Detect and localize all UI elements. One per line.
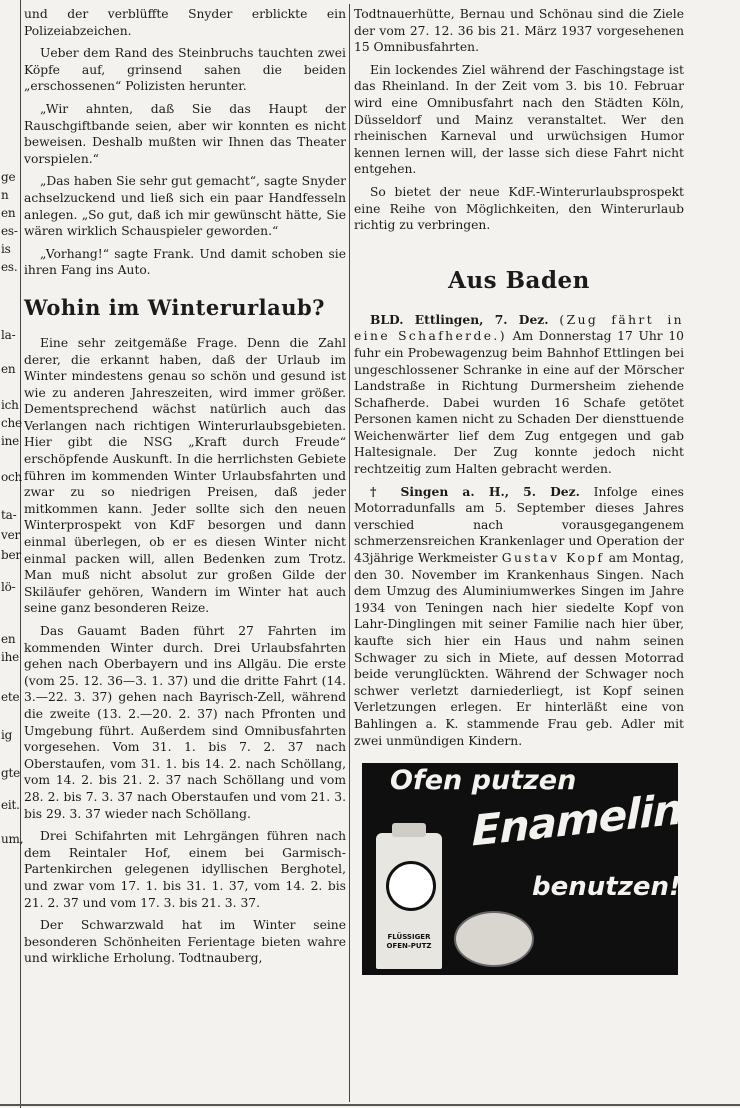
article-paragraph: So bietet der neue KdF.-Winterurlaubsprospekt eine Reihe von Möglichkeiten, den Winterurlaub richtig zu verbringen. <box>354 184 684 233</box>
article-paragraph: Todtnauerhütte, Bernau und Schönau sind die Ziele der vom 27. 12. 36 bis 21. März 1937 vorgesehenen 15 Omnibusfahrten. <box>354 7 684 55</box>
edge-fragment: la- <box>1 328 16 342</box>
article-paragraph: Eine sehr zeitgemäße Frage. Denn die Zahl derer, die erkannt haben, daß der Urlaub im Winter mindestens genau so schön und gesund ist wie zu anderen Jahreszeiten, wird immer größer. Dementsprechend wächst natürlich auch das Verlangen nach richtigen Winterurlaubsgebieten. Hier gibt die NSG „Kraft durch Freude“ erschöpfende Auskunft. In die herrlichsten Gebiete führen im kommenden Winter Urlaubsfahrten und zwar zu so niedrigen Preisen, daß jeder mitkommen kann. Jeder sollte sich den neuen Winterprospekt von KdF besorgen und dann einmal überlegen, ob er es diesen Winter nicht einmal packen will, allen Bedenken zum Trotz. Man muß nicht absolut zur großen Gilde der Skiläufer gehören, Wandern im Winter hat auch seine ganz besonderen Reize. <box>24 335 346 616</box>
edge-fragment: es- <box>1 224 18 238</box>
can-label: FLÜSSIGER OFEN-PUTZ <box>386 933 432 951</box>
edge-fragment: och <box>1 470 23 484</box>
edge-fragment: en <box>1 206 16 220</box>
ad-slogan-bottom: benutzen! <box>532 872 681 903</box>
edge-fragment: gte <box>1 766 21 780</box>
polish-tin-illustration <box>454 911 534 967</box>
edge-fragment: ine <box>1 434 20 448</box>
edge-fragment: n <box>1 188 9 202</box>
news-text: Infolge eines Motorradunfalls am 5. September dieses Jahres verschied nach vorausgegangenem schmerzensreichen Krankenlager und Operation der 43jährige Werkmeister <box>354 484 684 566</box>
edge-fragment: che <box>1 416 22 430</box>
headline-aus-baden: Aus Baden <box>448 266 590 294</box>
left-edge-fragments <box>0 0 24 1108</box>
advertisement-enameline <box>362 763 710 975</box>
edge-fragment: en <box>1 362 16 376</box>
news-text: Am Donnerstag 17 Uhr 10 fuhr ein Probewagenzug beim Bahnhof Ettlingen bei ungeschlossener Schranke in eine auf der Mörscher Landstraße in Richtung Durmersheim ziehende Schafherde. Dabei wurden 16 Schafe getötet Personen kamen nicht zu Schaden Der diensttuende Weichenwärter lief dem Zug entgegen und gab Haltesignale. Der Zug konnte jedoch nicht rechtzeitig zum Halten gebracht werden. <box>354 329 684 477</box>
bottom-rule <box>0 1104 740 1106</box>
news-item-singen <box>354 484 684 750</box>
edge-fragment: ver <box>1 528 21 542</box>
dateline: BLD. Ettlingen, 7. Dez. <box>370 311 549 327</box>
news-item-ettlingen <box>354 312 684 478</box>
subheading: (Zug fährt in eine Schafherde.) <box>354 312 684 344</box>
headline-winterurlaub: Wohin im Winterurlaub? <box>24 294 325 320</box>
edge-fragment: um, <box>1 832 24 846</box>
column-divider <box>349 4 350 1102</box>
can-cap <box>392 823 426 837</box>
article-paragraph: Drei Schifahrten mit Lehrgängen führen nach dem Reintaler Hof, einem bei Garmisch-Partenkirchen gelegenen idyllischen Berghotel, und zwar vom 17. 1. bis 31. 1. 37, vom 14. 2. bis 21. 2. 37 und vom 17. 3. bis 21. 3. 37. <box>24 829 346 910</box>
ad-slogan-top: Ofen putzen <box>390 765 577 797</box>
dateline: † Singen a. H., 5. Dez. <box>370 483 580 499</box>
edge-fragment: ich <box>1 398 19 412</box>
story-paragraph: „Wir ahnten, daß Sie das Haupt der Rauschgiftbande seien, aber wir konnten es nicht beweisen. Deshalb mußten wir Ihnen das Theater vorspielen.“ <box>24 101 346 166</box>
story-paragraph: Ueber dem Rand des Steinbruchs tauchten zwei Köpfe auf, grinsend sahen die beiden „erschossenen“ Polizisten herunter. <box>24 46 346 94</box>
article-paragraph: Ein lockendes Ziel während der Faschingstage ist das Rheinland. In der Zeit vom 3. bis 10. Februar wird eine Omnibusfahrt nach den Städten Köln, Düsseldorf und Mainz veranstaltet. Wer den rheinischen Karneval und urwüchsigen Humor kennen lernen will, der lasse sich diese Fahrt nicht entgehen. <box>354 62 684 177</box>
edge-fragment: eit. <box>1 798 20 812</box>
story-paragraph: und der verblüffte Snyder erblickte ein Polizeiabzeichen. <box>24 7 346 38</box>
edge-fragment: en <box>1 632 16 646</box>
article-paragraph: Der Schwarzwald hat im Winter seine besonderen Schönheiten Ferientage bieten wahre und wirkliche Erholung. Todtnauberg, <box>24 918 346 966</box>
edge-fragment: ber <box>1 548 21 562</box>
article-paragraph: Das Gauamt Baden führt 27 Fahrten im kommenden Winter durch. Drei Urlaubsfahrten gehen nach Oberbayern und ins Allgäu. Die erste (vom 25. 12. 36—3. 1. 37) und die dritte Fahrt (14. 3.—22. 3. 37) gehen nach Bayrisch-Zell, während die zweite (13. 2.—20. 2. 37) nach Pfronten und Umgebung führt. Außerdem sind Omnibusfahrten vorgesehen. Vom 31. 1. bis 7. 2. 37 nach Oberstaufen, vom 31. 1. bis 14. 2. nach Schöllang, vom 14. 2. bis 21. 2. 37 nach Schöllang und vom 28. 2. bis 7. 3. 37 nach Oberstaufen und vom 21. 3. bis 29. 3. 37 wieder nach Schöllang. <box>24 624 346 821</box>
edge-fragment: lö- <box>1 580 16 594</box>
edge-fragment: ihe <box>1 650 20 664</box>
edge-fragment: ta- <box>1 508 17 522</box>
edge-fragment: ig <box>1 728 13 742</box>
column-right <box>354 6 710 1101</box>
polish-can-illustration <box>376 833 442 969</box>
edge-fragment: ge <box>1 170 16 184</box>
story-paragraph: „Das haben Sie sehr gut gemacht“, sagte Snyder achselzuckend und ließ sich ein paar Handfesseln anlegen. „So gut, daß ich mir gewünscht hätte, Sie wären wirklich Schauspieler geworden.“ <box>24 174 346 239</box>
person-name: Gustav Kopf <box>501 551 605 566</box>
column-left <box>24 6 346 1101</box>
ad-brand-name: Enameline <box>472 781 710 856</box>
can-seal-icon <box>386 861 436 911</box>
news-text: am Montag, den 30. November im Krankenhaus Singen. Nach dem Umzug des Aluminiumwerkes Singen im Jahre 1934 von Teningen nach hier siedelte Kopf von Lahr-Dinglingen mit seiner Familie nach hier über, kaufte sich hier ein Haus und nahm seinen Schwager zu sich in Miete, auf dessen Motorrad beide verunglückten. Während der Schwager noch schwer verletzt darniederliegt, ist Kopf seinen Verletzungen erlegen. Er hinterläßt eine von Bahlingen a. K. stammende Frau geb. Adler mit zwei unmündigen Kindern. <box>354 551 684 748</box>
edge-fragment: es. <box>1 260 18 274</box>
edge-fragment: is <box>1 242 11 256</box>
edge-fragment: ete <box>1 690 20 704</box>
story-paragraph: „Vorhang!“ sagte Frank. Und damit schoben sie ihren Fang ins Auto. <box>24 246 346 278</box>
